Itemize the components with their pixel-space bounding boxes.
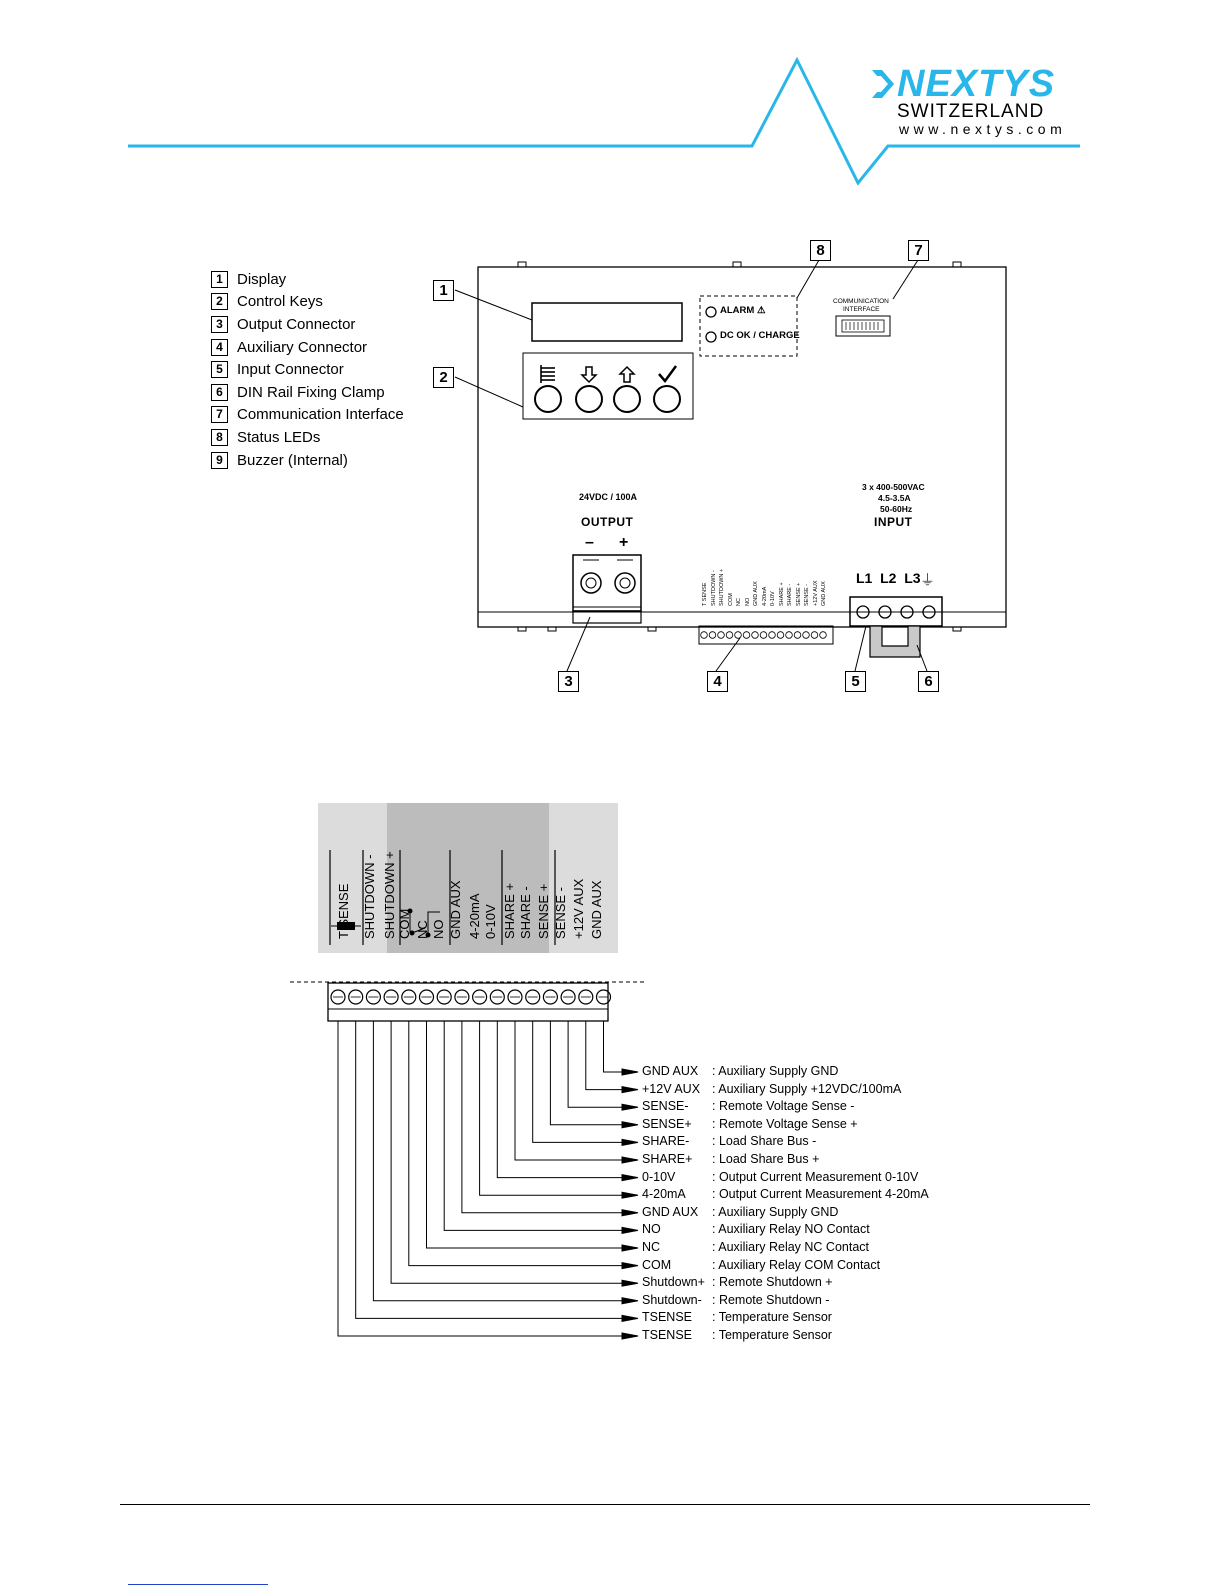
earth-icon: ⏚ <box>920 572 936 589</box>
pin-name: NO <box>642 1222 661 1237</box>
logo-country: SWITZERLAND <box>897 101 1045 122</box>
pin-leader-wire <box>497 1021 624 1178</box>
input-title: INPUT <box>874 515 913 529</box>
aux-mini-label: SHARE - <box>787 583 793 606</box>
pin-name: Shutdown+ <box>642 1275 705 1290</box>
pin-leader-wire <box>338 1021 624 1336</box>
aux-header-label: +12V AUX <box>571 878 586 939</box>
legend-number: 3 <box>211 316 228 333</box>
pin-leader-wire <box>373 1021 624 1301</box>
pin-arrow <box>622 1298 638 1304</box>
pin-arrow <box>622 1315 638 1321</box>
callout-6: 6 <box>918 671 939 692</box>
pin-description: : Remote Shutdown - <box>712 1292 830 1307</box>
pin-description: : Auxiliary Relay COM Contact <box>712 1257 881 1272</box>
aux-mini-label: +12V AUX <box>812 580 819 606</box>
pin-description: : Remote Shutdown + <box>712 1275 833 1290</box>
aux-header-label: 0-10V <box>483 904 498 939</box>
logo-website: www.nextys.com <box>899 121 1067 137</box>
legend-label: DIN Rail Fixing Clamp <box>237 383 385 401</box>
pin-leader-wire <box>515 1021 624 1160</box>
input-rating-1: 3 x 400-500VAC <box>862 482 925 492</box>
output-rating: 24VDC / 100A <box>579 492 638 502</box>
pin-name: Shutdown- <box>642 1292 702 1307</box>
aux-mini-label: COM <box>727 593 734 606</box>
pin-arrow <box>622 1245 638 1251</box>
pin-leader-wire <box>550 1021 624 1125</box>
legend-label: Output Connector <box>237 315 356 333</box>
output-minus: – <box>585 534 594 551</box>
aux-mini-label: NO <box>744 597 751 606</box>
legend-number: 9 <box>211 452 228 469</box>
pin-description: : Output Current Measurement 4-20mA <box>712 1187 929 1202</box>
pin-name: SENSE+ <box>642 1116 692 1131</box>
pin-name: SHARE+ <box>642 1152 693 1166</box>
aux-mini-label: T SENSE <box>702 582 708 606</box>
pin-leader-wire <box>356 1021 624 1318</box>
aux-header-label: GND AUX <box>589 880 604 939</box>
pin-leader-wire <box>604 1021 625 1072</box>
pin-leader-wire <box>586 1021 624 1090</box>
aux-mini-label: SHARE + <box>778 582 785 606</box>
legend-number: 6 <box>211 384 228 401</box>
pin-description: : Auxiliary Relay NC Contact <box>712 1240 870 1254</box>
pin-arrow <box>622 1157 638 1163</box>
pin-name: SHARE- <box>642 1134 690 1149</box>
pin-arrow <box>622 1210 638 1216</box>
aux-mini-label: NC <box>736 598 742 606</box>
legend-label: Status LEDs <box>237 428 321 446</box>
legend-label: Display <box>237 270 287 288</box>
legend-label: Input Connector <box>237 361 344 379</box>
callout-3: 3 <box>558 671 579 692</box>
pin-description: : Remote Voltage Sense + <box>712 1116 858 1131</box>
pin-description: : Auxiliary Supply GND <box>712 1064 839 1078</box>
dcok-led-label: DC OK / CHARGE <box>720 330 800 341</box>
aux-mini-label: SENSE + <box>795 582 802 606</box>
pin-description: : Output Current Measurement 0-10V <box>712 1169 919 1184</box>
pin-description: : Auxiliary Supply GND <box>712 1204 839 1219</box>
comm-label-1: COMMUNICATION <box>833 298 889 305</box>
output-title: OUTPUT <box>581 515 634 529</box>
aux-header-label: NO <box>431 919 446 939</box>
aux-mini-label: GND AUX <box>821 581 827 606</box>
aux-mini-label: SENSE - <box>804 583 810 606</box>
input-rating-2: 4.5-3.5A <box>878 493 911 503</box>
aux-header-label: SHARE - <box>518 886 533 939</box>
callout-1: 1 <box>433 280 454 301</box>
pin-description: : Auxiliary Supply +12VDC/100mA <box>712 1081 902 1096</box>
legend-label: Auxiliary Connector <box>237 338 368 356</box>
aux-header-label: SHUTDOWN + <box>382 851 397 939</box>
pin-description: : Temperature Sensor <box>712 1310 832 1325</box>
pin-arrow <box>622 1069 638 1075</box>
pin-leader-wire <box>480 1021 624 1195</box>
pin-arrow <box>622 1333 638 1339</box>
pin-description: : Temperature Sensor <box>712 1328 832 1342</box>
pin-name: COM <box>642 1257 672 1272</box>
alarm-led-label: ALARM ⚠ <box>720 305 766 316</box>
legend-label: Buzzer (Internal) <box>237 451 348 469</box>
pin-arrow <box>622 1122 638 1128</box>
pin-leader-wire <box>462 1021 624 1213</box>
pin-name: SENSE- <box>642 1099 689 1114</box>
legend-number: 2 <box>211 293 228 310</box>
pin-description: : Load Share Bus - <box>712 1134 817 1149</box>
pin-arrow <box>622 1104 638 1110</box>
callout-8: 8 <box>810 240 831 261</box>
aux-header-label: GND AUX <box>448 880 463 939</box>
legend-label: Communication Interface <box>237 406 404 424</box>
pin-arrow <box>622 1227 638 1233</box>
legend-label: Control Keys <box>237 293 323 311</box>
legend-number: 7 <box>211 406 228 423</box>
aux-header-label: SENSE - <box>553 886 568 939</box>
input-rating-3: 50-60Hz <box>880 504 913 514</box>
pin-description: : Remote Voltage Sense - <box>712 1099 855 1114</box>
aux-header-label: SHUTDOWN - <box>362 854 377 939</box>
aux-header-label: 4-20mA <box>467 893 482 939</box>
pin-name: GND AUX <box>642 1064 699 1078</box>
pin-name: NC <box>642 1240 661 1254</box>
pin-leader-wire <box>568 1021 624 1107</box>
input-phase-labels: L1 L2 L3 <box>856 570 921 586</box>
legend-number: 1 <box>211 271 228 288</box>
callout-2: 2 <box>433 367 454 388</box>
callout-5: 5 <box>845 671 866 692</box>
legend-number: 5 <box>211 361 228 378</box>
aux-header-label: NC <box>415 920 430 939</box>
aux-mini-label: 0-10V <box>770 591 776 606</box>
pin-leader-wire <box>444 1021 624 1230</box>
aux-header-label: SENSE + <box>536 883 551 939</box>
pin-description: : Load Share Bus + <box>712 1152 820 1166</box>
pin-description: : Auxiliary Relay NO Contact <box>712 1222 870 1237</box>
output-plus: + <box>619 534 629 551</box>
pin-arrow <box>622 1087 638 1093</box>
aux-mini-label: GND AUX <box>753 581 759 606</box>
pin-arrow <box>622 1192 638 1198</box>
pin-arrow <box>622 1139 638 1145</box>
pin-arrow <box>622 1280 638 1286</box>
aux-terminal-block <box>328 983 608 1021</box>
callout-4: 4 <box>707 671 728 692</box>
pin-name: +12V AUX <box>642 1081 701 1096</box>
aux-header-label: T SENSE <box>336 883 351 939</box>
legend-number: 8 <box>211 429 228 446</box>
pin-leader-wire <box>533 1021 624 1142</box>
callout-7: 7 <box>908 240 929 261</box>
aux-mini-label: SHUTDOWN + <box>719 568 725 606</box>
pin-name: TSENSE <box>642 1328 693 1342</box>
aux-mini-label: SHUTDOWN - <box>710 570 717 606</box>
pin-leader-wire <box>409 1021 624 1266</box>
legend-number: 4 <box>211 339 228 356</box>
comm-label-2: INTERFACE <box>843 306 880 313</box>
logo-text: NEXTYS <box>897 63 1056 105</box>
footer-rule <box>120 1504 1090 1505</box>
aux-mini-label: 4-20mA <box>761 586 768 606</box>
aux-header-label: COM <box>397 908 412 939</box>
pin-name: TSENSE <box>642 1310 693 1325</box>
pin-arrow <box>622 1175 638 1181</box>
pin-name: 0-10V <box>642 1169 676 1184</box>
pin-arrow <box>622 1263 638 1269</box>
pin-leader-wire <box>427 1021 625 1248</box>
aux-header-label: SHARE + <box>502 883 517 939</box>
pin-name: GND AUX <box>642 1204 699 1219</box>
pin-name: 4-20mA <box>642 1187 686 1202</box>
